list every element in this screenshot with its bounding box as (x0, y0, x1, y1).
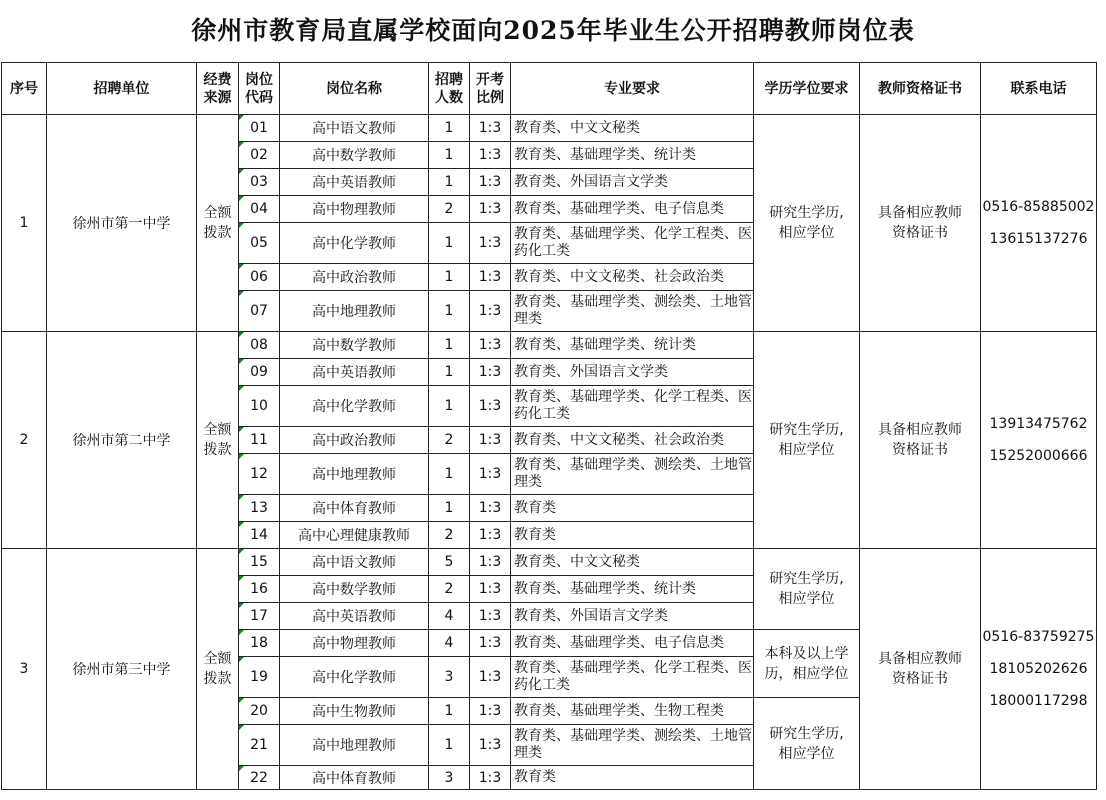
seq-cell: 3 (2, 549, 47, 790)
ratio-cell: 1:3 (470, 427, 511, 454)
ratio-cell: 1:3 (470, 142, 511, 169)
cert-cell: 具备相应教师 资格证书 (860, 332, 981, 549)
code-cell: 16 (239, 576, 280, 603)
ratio-cell: 1:3 (470, 223, 511, 264)
ratio-cell: 1:3 (470, 630, 511, 657)
post-cell: 高中政治教师 (280, 427, 429, 454)
header-edu: 学历学位要求 (754, 63, 860, 115)
edu-cell: 研究生学历, 相应学位 (754, 332, 860, 549)
major-cell: 教育类、基础理学类、测绘类、土地管理类 (511, 291, 754, 332)
num-cell: 4 (429, 603, 470, 630)
num-cell: 1 (429, 332, 470, 359)
major-cell: 教育类、基础理学类、测绘类、土地管理类 (511, 454, 754, 495)
ratio-cell: 1:3 (470, 698, 511, 725)
post-cell: 高中地理教师 (280, 454, 429, 495)
num-cell: 1 (429, 386, 470, 427)
code-cell: 06 (239, 264, 280, 291)
post-cell: 高中体育教师 (280, 495, 429, 522)
header-seq: 序号 (2, 63, 47, 115)
code-cell: 03 (239, 169, 280, 196)
num-cell: 2 (429, 522, 470, 549)
post-cell: 高中数学教师 (280, 332, 429, 359)
code-cell: 22 (239, 766, 280, 790)
header-post: 岗位名称 (280, 63, 429, 115)
code-cell: 14 (239, 522, 280, 549)
ratio-cell: 1:3 (470, 386, 511, 427)
post-cell: 高中语文教师 (280, 549, 429, 576)
code-cell: 12 (239, 454, 280, 495)
code-cell: 10 (239, 386, 280, 427)
num-cell: 1 (429, 169, 470, 196)
page-title: 徐州市教育局直属学校面向2025年毕业生公开招聘教师岗位表 (191, 16, 915, 45)
num-cell: 1 (429, 142, 470, 169)
ratio-cell: 1:3 (470, 332, 511, 359)
code-cell: 01 (239, 115, 280, 142)
code-cell: 11 (239, 427, 280, 454)
major-cell: 教育类、基础理学类、电子信息类 (511, 196, 754, 223)
num-cell: 2 (429, 196, 470, 223)
post-cell: 高中数学教师 (280, 142, 429, 169)
unit-cell: 徐州市第三中学 (47, 549, 197, 790)
post-cell: 高中英语教师 (280, 603, 429, 630)
ratio-cell: 1:3 (470, 196, 511, 223)
code-cell: 13 (239, 495, 280, 522)
post-cell: 高中政治教师 (280, 264, 429, 291)
code-cell: 02 (239, 142, 280, 169)
phone-cell: 13913475762 15252000666 (981, 332, 1097, 549)
fund-cell: 全额 拨款 (197, 115, 239, 332)
code-cell: 07 (239, 291, 280, 332)
ratio-cell: 1:3 (470, 291, 511, 332)
major-cell: 教育类、基础理学类、测绘类、土地管理类 (511, 725, 754, 766)
post-cell: 高中物理教师 (280, 196, 429, 223)
table-row (2, 115, 1097, 142)
ratio-cell: 1:3 (470, 549, 511, 576)
major-cell: 教育类、基础理学类、生物工程类 (511, 698, 754, 725)
post-cell: 高中英语教师 (280, 359, 429, 386)
post-cell: 高中地理教师 (280, 725, 429, 766)
ratio-cell: 1:3 (470, 454, 511, 495)
major-cell: 教育类、外国语言文学类 (511, 359, 754, 386)
phone-cell: 0516-85885002 13615137276 (981, 115, 1097, 332)
major-cell: 教育类、基础理学类、统计类 (511, 142, 754, 169)
ratio-cell: 1:3 (470, 766, 511, 790)
major-cell: 教育类、基础理学类、统计类 (511, 576, 754, 603)
num-cell: 4 (429, 630, 470, 657)
major-cell: 教育类、基础理学类、化学工程类、医药化工类 (511, 386, 754, 427)
edu-cell: 研究生学历, 相应学位 (754, 115, 860, 332)
num-cell: 1 (429, 495, 470, 522)
major-cell: 教育类、基础理学类、化学工程类、医药化工类 (511, 657, 754, 698)
major-cell: 教育类、中文文秘类 (511, 549, 754, 576)
major-cell: 教育类、基础理学类、电子信息类 (511, 630, 754, 657)
post-cell: 高中地理教师 (280, 291, 429, 332)
fund-cell: 全额 拨款 (197, 549, 239, 790)
header-row (2, 63, 1097, 115)
post-cell: 高中化学教师 (280, 386, 429, 427)
seq-cell: 1 (2, 115, 47, 332)
post-cell: 高中数学教师 (280, 576, 429, 603)
num-cell: 1 (429, 223, 470, 264)
header-num: 招聘 人数 (429, 63, 470, 115)
post-cell: 高中生物教师 (280, 698, 429, 725)
major-cell: 教育类 (511, 522, 754, 549)
major-cell: 教育类、基础理学类、统计类 (511, 332, 754, 359)
header-major: 专业要求 (511, 63, 754, 115)
num-cell: 5 (429, 549, 470, 576)
header-phone: 联系电话 (981, 63, 1097, 115)
edu-cell: 研究生学历, 相应学位 (754, 698, 860, 790)
fund-cell: 全额 拨款 (197, 332, 239, 549)
code-cell: 19 (239, 657, 280, 698)
cert-cell: 具备相应教师 资格证书 (860, 549, 981, 790)
edu-cell: 本科及以上学 历，相应学位 (754, 630, 860, 698)
major-cell: 教育类、中文文秘类、社会政治类 (511, 427, 754, 454)
table-row (2, 549, 1097, 576)
unit-cell: 徐州市第一中学 (47, 115, 197, 332)
code-cell: 21 (239, 725, 280, 766)
header-ratio: 开考 比例 (470, 63, 511, 115)
ratio-cell: 1:3 (470, 359, 511, 386)
code-cell: 20 (239, 698, 280, 725)
code-cell: 18 (239, 630, 280, 657)
post-cell: 高中化学教师 (280, 223, 429, 264)
cert-cell: 具备相应教师 资格证书 (860, 115, 981, 332)
post-cell: 高中化学教师 (280, 657, 429, 698)
ratio-cell: 1:3 (470, 169, 511, 196)
major-cell: 教育类、中文文秘类 (511, 115, 754, 142)
unit-cell: 徐州市第二中学 (47, 332, 197, 549)
num-cell: 3 (429, 657, 470, 698)
seq-cell: 2 (2, 332, 47, 549)
header-code: 岗位 代码 (239, 63, 280, 115)
num-cell: 2 (429, 427, 470, 454)
header-fund: 经费 来源 (197, 63, 239, 115)
code-cell: 15 (239, 549, 280, 576)
code-cell: 09 (239, 359, 280, 386)
header-cert: 教师资格证书 (860, 63, 981, 115)
num-cell: 3 (429, 766, 470, 790)
ratio-cell: 1:3 (470, 115, 511, 142)
major-cell: 教育类 (511, 495, 754, 522)
code-cell: 05 (239, 223, 280, 264)
ratio-cell: 1:3 (470, 657, 511, 698)
num-cell: 2 (429, 576, 470, 603)
major-cell: 教育类 (511, 766, 754, 790)
code-cell: 04 (239, 196, 280, 223)
ratio-cell: 1:3 (470, 576, 511, 603)
table-row (2, 332, 1097, 359)
ratio-cell: 1:3 (470, 603, 511, 630)
edu-cell: 研究生学历, 相应学位 (754, 549, 860, 630)
ratio-cell: 1:3 (470, 264, 511, 291)
major-cell: 教育类、外国语言文学类 (511, 169, 754, 196)
positions-table (1, 62, 1097, 790)
post-cell: 高中语文教师 (280, 115, 429, 142)
ratio-cell: 1:3 (470, 725, 511, 766)
code-cell: 17 (239, 603, 280, 630)
major-cell: 教育类、基础理学类、化学工程类、医药化工类 (511, 223, 754, 264)
ratio-cell: 1:3 (470, 495, 511, 522)
post-cell: 高中心理健康教师 (280, 522, 429, 549)
code-cell: 08 (239, 332, 280, 359)
major-cell: 教育类、中文文秘类、社会政治类 (511, 264, 754, 291)
post-cell: 高中英语教师 (280, 169, 429, 196)
num-cell: 1 (429, 264, 470, 291)
num-cell: 1 (429, 359, 470, 386)
header-unit: 招聘单位 (47, 63, 197, 115)
num-cell: 1 (429, 698, 470, 725)
phone-cell: 0516-83759275 18105202626 18000117298 (981, 549, 1097, 790)
num-cell: 1 (429, 725, 470, 766)
num-cell: 1 (429, 291, 470, 332)
num-cell: 1 (429, 454, 470, 495)
post-cell: 高中物理教师 (280, 630, 429, 657)
major-cell: 教育类、外国语言文学类 (511, 603, 754, 630)
num-cell: 1 (429, 115, 470, 142)
ratio-cell: 1:3 (470, 522, 511, 549)
post-cell: 高中体育教师 (280, 766, 429, 790)
